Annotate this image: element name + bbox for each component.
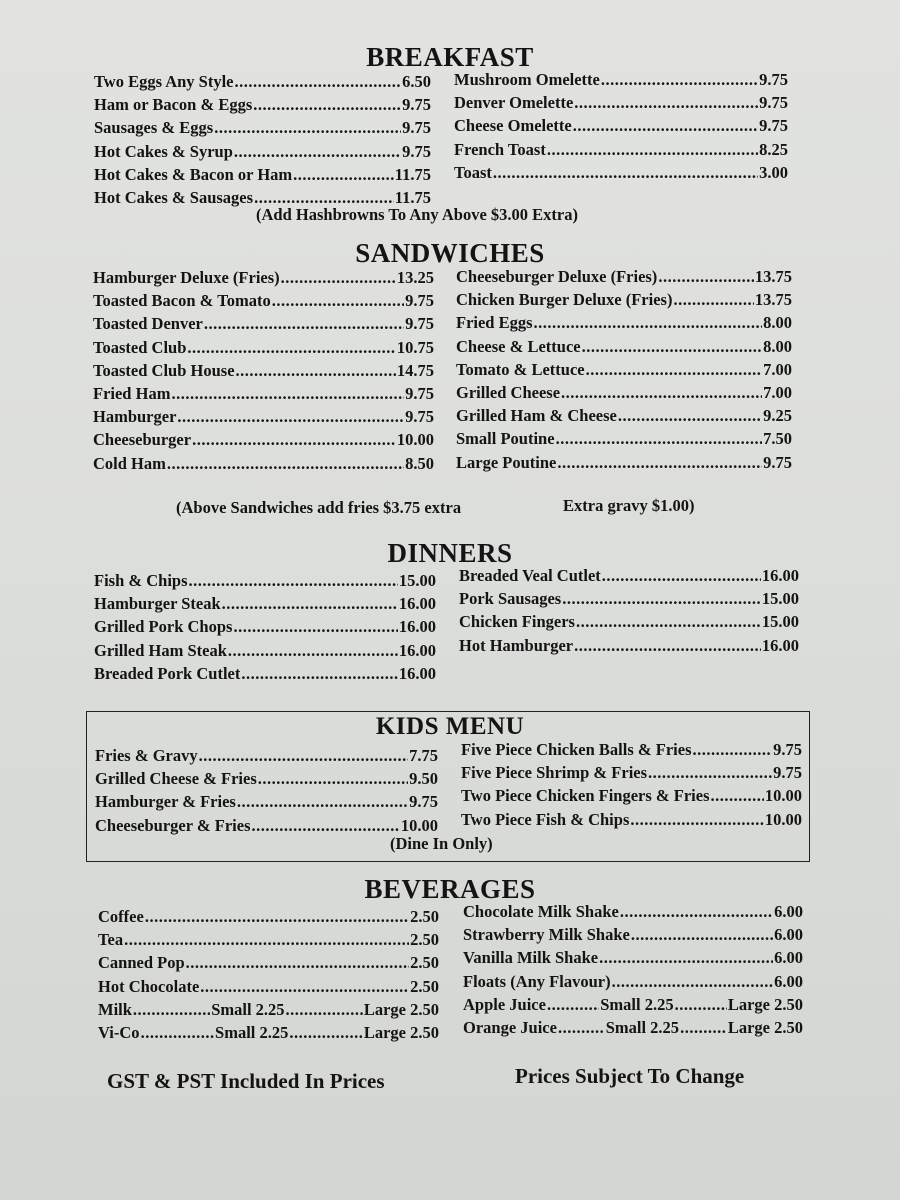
item-price: 15.00 (761, 612, 799, 632)
item-name: Five Piece Shrimp & Fries (461, 763, 648, 783)
menu-item (94, 594, 436, 617)
menu-item (461, 763, 802, 786)
item-name: Hamburger (93, 407, 177, 427)
menu-item (463, 902, 803, 925)
item-name: Toasted Bacon & Tomato (93, 291, 271, 311)
dot-leader (693, 740, 773, 760)
dot-leader (561, 383, 762, 403)
item-name: Cheeseburger Deluxe (Fries) (456, 267, 658, 286)
dot-leader (631, 925, 773, 945)
menu-item (94, 72, 431, 95)
item-name: Breaded Pork Cutlet (94, 663, 241, 683)
menu-item (94, 617, 436, 640)
menu-item (93, 291, 434, 314)
menu-item-sized (98, 1023, 439, 1046)
fries-note: (Above Sandwiches add fries $3.75 extra (176, 498, 462, 517)
item-name: Grilled Cheese & Fries (95, 769, 257, 789)
item-name: Milk (98, 999, 132, 1019)
item-name: Two Piece Chicken Fingers & Fries (461, 786, 710, 806)
item-price: 6.00 (774, 971, 803, 991)
menu-item (93, 338, 434, 361)
dot-leader (258, 769, 408, 789)
menu-item (456, 429, 792, 452)
item-price: 15.00 (398, 571, 436, 590)
menu-item (93, 314, 434, 337)
menu-item (456, 267, 792, 290)
item-price: 9.75 (773, 740, 802, 759)
menu-item (456, 337, 792, 360)
dot-leader (620, 902, 773, 922)
menu-item (94, 664, 436, 687)
dot-leader (200, 977, 409, 997)
dot-leader (272, 291, 404, 311)
item-price: 16.00 (398, 594, 436, 614)
breakfast-left-column (94, 72, 431, 211)
item-name: Cheese Omelette (454, 116, 572, 136)
dot-leader (234, 142, 401, 162)
dot-leader (228, 641, 398, 661)
menu-item (95, 746, 438, 769)
menu-item (456, 360, 792, 383)
item-price: 9.75 (409, 792, 438, 812)
item-price: 7.00 (763, 382, 792, 402)
dot-leader (630, 810, 764, 830)
item-name: Denver Omelette (454, 93, 574, 113)
dot-leader (658, 267, 754, 287)
menu-item (94, 165, 431, 188)
item-price: 9.75 (402, 141, 431, 161)
item-price: 16.00 (398, 640, 436, 660)
menu-item (456, 406, 792, 429)
dot-leader (556, 429, 763, 449)
menu-item (93, 384, 434, 407)
item-name: Hot Chocolate (98, 976, 200, 996)
item-price: 8.25 (759, 139, 788, 159)
item-price: 9.50 (409, 769, 438, 789)
dot-leader (711, 786, 764, 806)
menu-item (463, 972, 803, 995)
menu-item (454, 70, 788, 93)
item-name: Two Eggs Any Style (94, 72, 234, 91)
item-name: Hot Cakes & Bacon or Ham (94, 164, 293, 184)
item-price: 9.75 (405, 314, 434, 334)
dot-leader (574, 636, 761, 656)
item-name: Hamburger & Fries (95, 792, 236, 812)
menu-item (459, 612, 799, 635)
sandwiches-title: SANDWICHES (355, 238, 545, 268)
item-price: 10.00 (396, 430, 434, 450)
kids-menu-title: KIDS MENU (375, 713, 525, 740)
dot-leader (534, 313, 763, 333)
menu-item (463, 948, 803, 971)
menu-item (98, 930, 439, 953)
item-price: 9.75 (405, 291, 434, 311)
item-price: 9.75 (405, 407, 434, 427)
dot-leader (214, 118, 401, 138)
dinners-left-column (94, 571, 436, 687)
menu-item (93, 361, 434, 384)
menu-item (459, 589, 799, 612)
small-price: Small 2.25 (215, 1022, 289, 1042)
item-price: 10.00 (764, 786, 802, 806)
item-price: 3.00 (759, 162, 788, 182)
item-name: Hamburger Deluxe (Fries) (93, 268, 280, 287)
dot-leader (547, 140, 758, 160)
item-name: Toasted Denver (93, 314, 203, 334)
item-name: Hamburger Steak (94, 594, 221, 614)
menu-item (94, 641, 436, 664)
menu-item (94, 142, 431, 165)
item-name: Fries & Gravy (95, 746, 198, 765)
item-price: 6.00 (774, 925, 803, 945)
item-name: Coffee (98, 907, 144, 926)
dot-leader (612, 972, 774, 992)
item-name: Hot Hamburger (459, 635, 574, 655)
menu-item (461, 786, 802, 809)
menu-item (456, 453, 792, 476)
item-name: Toasted Club (93, 337, 187, 357)
item-price: 9.75 (763, 452, 792, 472)
dot-leader (171, 384, 404, 404)
item-price: 10.00 (764, 809, 802, 829)
item-price: 7.75 (409, 746, 438, 765)
item-price: 13.75 (754, 290, 792, 310)
item-price: 11.75 (394, 164, 431, 184)
dinners-title: DINNERS (387, 538, 513, 568)
menu-item (98, 953, 439, 976)
item-price: 8.00 (763, 336, 792, 356)
item-price: 11.75 (394, 187, 431, 207)
dot-leader (235, 72, 402, 92)
item-price: 2.50 (410, 976, 439, 996)
menu-item (94, 95, 431, 118)
item-price: 6.00 (774, 902, 803, 921)
item-price: 9.75 (402, 95, 431, 115)
item-price: 8.50 (405, 453, 434, 473)
small-price: Small 2.25 (600, 994, 674, 1014)
item-price: 7.50 (763, 429, 792, 449)
kids-right-column (461, 740, 802, 833)
dot-leader (574, 93, 758, 113)
item-price: 16.00 (398, 663, 436, 683)
item-name: Toasted Club House (93, 360, 235, 380)
dot-leader (237, 792, 408, 812)
dot-leader (558, 1018, 605, 1038)
item-name: Tea (98, 930, 124, 950)
kids-left-column (95, 746, 438, 839)
item-price: 9.75 (773, 763, 802, 783)
dot-leader (222, 594, 398, 614)
item-name: Chicken Fingers (459, 612, 575, 632)
menu-item-sized (98, 1000, 439, 1023)
dot-leader (204, 314, 404, 334)
menu-item (463, 925, 803, 948)
item-price: 10.75 (396, 337, 434, 357)
beverages-right-column (463, 902, 803, 1041)
item-price: 16.00 (761, 635, 799, 655)
dot-leader (145, 907, 409, 927)
item-name: Hot Cakes & Sausages (94, 187, 254, 207)
large-price: Large 2.50 (363, 999, 439, 1019)
dot-leader (599, 948, 773, 968)
item-name: French Toast (454, 139, 546, 159)
item-name: Grilled Pork Chops (94, 617, 233, 637)
menu-item (95, 769, 438, 792)
item-name: Chocolate Milk Shake (463, 902, 619, 921)
price-change-note: Prices Subject To Change (515, 1064, 745, 1088)
item-price: 9.75 (405, 383, 434, 403)
sandwiches-right-column (456, 267, 792, 476)
dot-leader (281, 268, 396, 288)
item-name: Pork Sausages (459, 589, 562, 609)
small-price: Small 2.25 (605, 1017, 680, 1037)
menu-item (93, 454, 434, 477)
large-price: Large 2.50 (363, 1022, 439, 1042)
dot-leader (252, 816, 400, 836)
dot-leader (562, 589, 761, 609)
menu-item (93, 268, 434, 291)
menu-item (456, 290, 792, 313)
item-name: Toast (454, 162, 492, 182)
dine-in-note: (Dine In Only) (390, 834, 493, 853)
dot-leader (576, 612, 761, 632)
item-price: 7.00 (763, 359, 792, 379)
menu-item (461, 810, 802, 833)
item-price: 9.75 (759, 70, 788, 89)
item-name: Tomato & Lettuce (456, 359, 585, 379)
item-name: Strawberry Milk Shake (463, 925, 630, 945)
small-price: Small 2.25 (211, 999, 285, 1019)
item-name: Floats (Any Flavour) (463, 971, 611, 991)
item-name: Cheeseburger (93, 430, 192, 450)
menu-item (454, 140, 788, 163)
menu-item (456, 313, 792, 336)
large-price: Large 2.50 (727, 994, 803, 1014)
menu-item (93, 430, 434, 453)
item-name: Grilled Ham & Cheese (456, 406, 617, 426)
item-name: Cheeseburger & Fries (95, 815, 251, 835)
item-price: 2.50 (410, 907, 439, 926)
dot-leader (601, 70, 758, 90)
dot-leader (286, 1000, 363, 1020)
menu-item (95, 792, 438, 815)
breakfast-right-column (454, 70, 788, 186)
item-name: Breaded Veal Cutlet (459, 566, 601, 585)
menu-item-sized (463, 1018, 803, 1041)
item-name: Cold Ham (93, 453, 166, 473)
dot-leader (493, 163, 758, 183)
dot-leader (648, 763, 772, 783)
item-name: Canned Pop (98, 953, 185, 973)
item-name: Hot Cakes & Syrup (94, 141, 233, 161)
item-name: Vanilla Milk Shake (463, 948, 599, 968)
dot-leader (675, 995, 727, 1015)
dot-leader (289, 1023, 362, 1043)
dot-leader (557, 453, 762, 473)
dot-leader (192, 430, 396, 450)
item-name: Sausages & Eggs (94, 118, 214, 138)
dot-leader (199, 746, 408, 766)
menu-item (454, 116, 788, 139)
item-name: Orange Juice (463, 1017, 557, 1037)
breakfast-title: BREAKFAST (366, 42, 534, 72)
beverages-left-column (98, 907, 439, 1046)
item-price: 2.50 (410, 930, 439, 950)
item-name: Large Poutine (456, 452, 557, 472)
menu-item (461, 740, 802, 763)
item-price: 9.25 (763, 406, 792, 426)
item-price: 13.25 (396, 268, 434, 287)
dot-leader (177, 407, 404, 427)
tax-note: GST & PST Included In Prices (107, 1069, 385, 1093)
item-name: Chicken Burger Deluxe (Fries) (456, 290, 673, 310)
dot-leader (187, 338, 395, 358)
item-price: 15.00 (761, 589, 799, 609)
item-name: Mushroom Omelette (454, 70, 600, 89)
dot-leader (586, 360, 763, 380)
item-price: 9.75 (402, 118, 431, 138)
dot-leader (241, 664, 398, 684)
item-price: 9.75 (759, 116, 788, 136)
item-price: 16.00 (398, 617, 436, 637)
item-price: 13.75 (754, 267, 792, 286)
item-name: Fried Eggs (456, 313, 533, 333)
menu-item (454, 93, 788, 116)
item-price: 6.50 (402, 72, 431, 91)
menu-item (454, 163, 788, 186)
dot-leader (233, 617, 397, 637)
sandwiches-left-column (93, 268, 434, 477)
dot-leader (186, 953, 409, 973)
menu-item-sized (463, 995, 803, 1018)
dot-leader (124, 930, 409, 950)
dot-leader (133, 1000, 210, 1020)
dot-leader (582, 337, 763, 357)
large-price: Large 2.50 (727, 1017, 803, 1037)
menu-item (98, 907, 439, 930)
menu-item (456, 383, 792, 406)
menu-item (93, 407, 434, 430)
menu-item (98, 977, 439, 1000)
menu-item (94, 118, 431, 141)
hashbrowns-note: (Add Hashbrowns To Any Above $3.00 Extra) (256, 205, 578, 224)
item-name: Cheese & Lettuce (456, 336, 581, 356)
item-price: 14.75 (396, 360, 434, 380)
item-price: 16.00 (761, 566, 799, 585)
menu-item (459, 566, 799, 589)
menu-item (94, 571, 436, 594)
menu-item (95, 816, 438, 839)
dot-leader (547, 995, 599, 1015)
dot-leader (618, 406, 762, 426)
gravy-note: Extra gravy $1.00) (563, 496, 695, 515)
item-name: Apple Juice (463, 994, 546, 1014)
item-price: 2.50 (410, 953, 439, 973)
item-price: 9.75 (759, 93, 788, 113)
beverages-title: BEVERAGES (364, 874, 536, 904)
dot-leader (167, 454, 404, 474)
dinners-right-column (459, 566, 799, 659)
dot-leader (236, 361, 396, 381)
dot-leader (141, 1023, 214, 1043)
item-name: Fish & Chips (94, 571, 188, 590)
dot-leader (602, 566, 761, 586)
dot-leader (293, 165, 394, 185)
item-name: Grilled Cheese (456, 382, 561, 402)
dot-leader (680, 1018, 727, 1038)
dot-leader (673, 290, 753, 310)
item-name: Ham or Bacon & Eggs (94, 95, 253, 115)
dot-leader (573, 116, 758, 136)
item-name: Five Piece Chicken Balls & Fries (461, 740, 692, 759)
item-price: 6.00 (774, 948, 803, 968)
dot-leader (253, 95, 401, 115)
item-name: Fried Ham (93, 383, 171, 403)
item-name: Two Piece Fish & Chips (461, 809, 630, 829)
item-name: Grilled Ham Steak (94, 640, 227, 660)
item-name: Small Poutine (456, 429, 555, 449)
menu-item (459, 636, 799, 659)
item-price: 10.00 (400, 815, 438, 835)
dot-leader (189, 571, 398, 591)
item-price: 8.00 (763, 313, 792, 333)
item-name: Vi-Co (98, 1022, 140, 1042)
